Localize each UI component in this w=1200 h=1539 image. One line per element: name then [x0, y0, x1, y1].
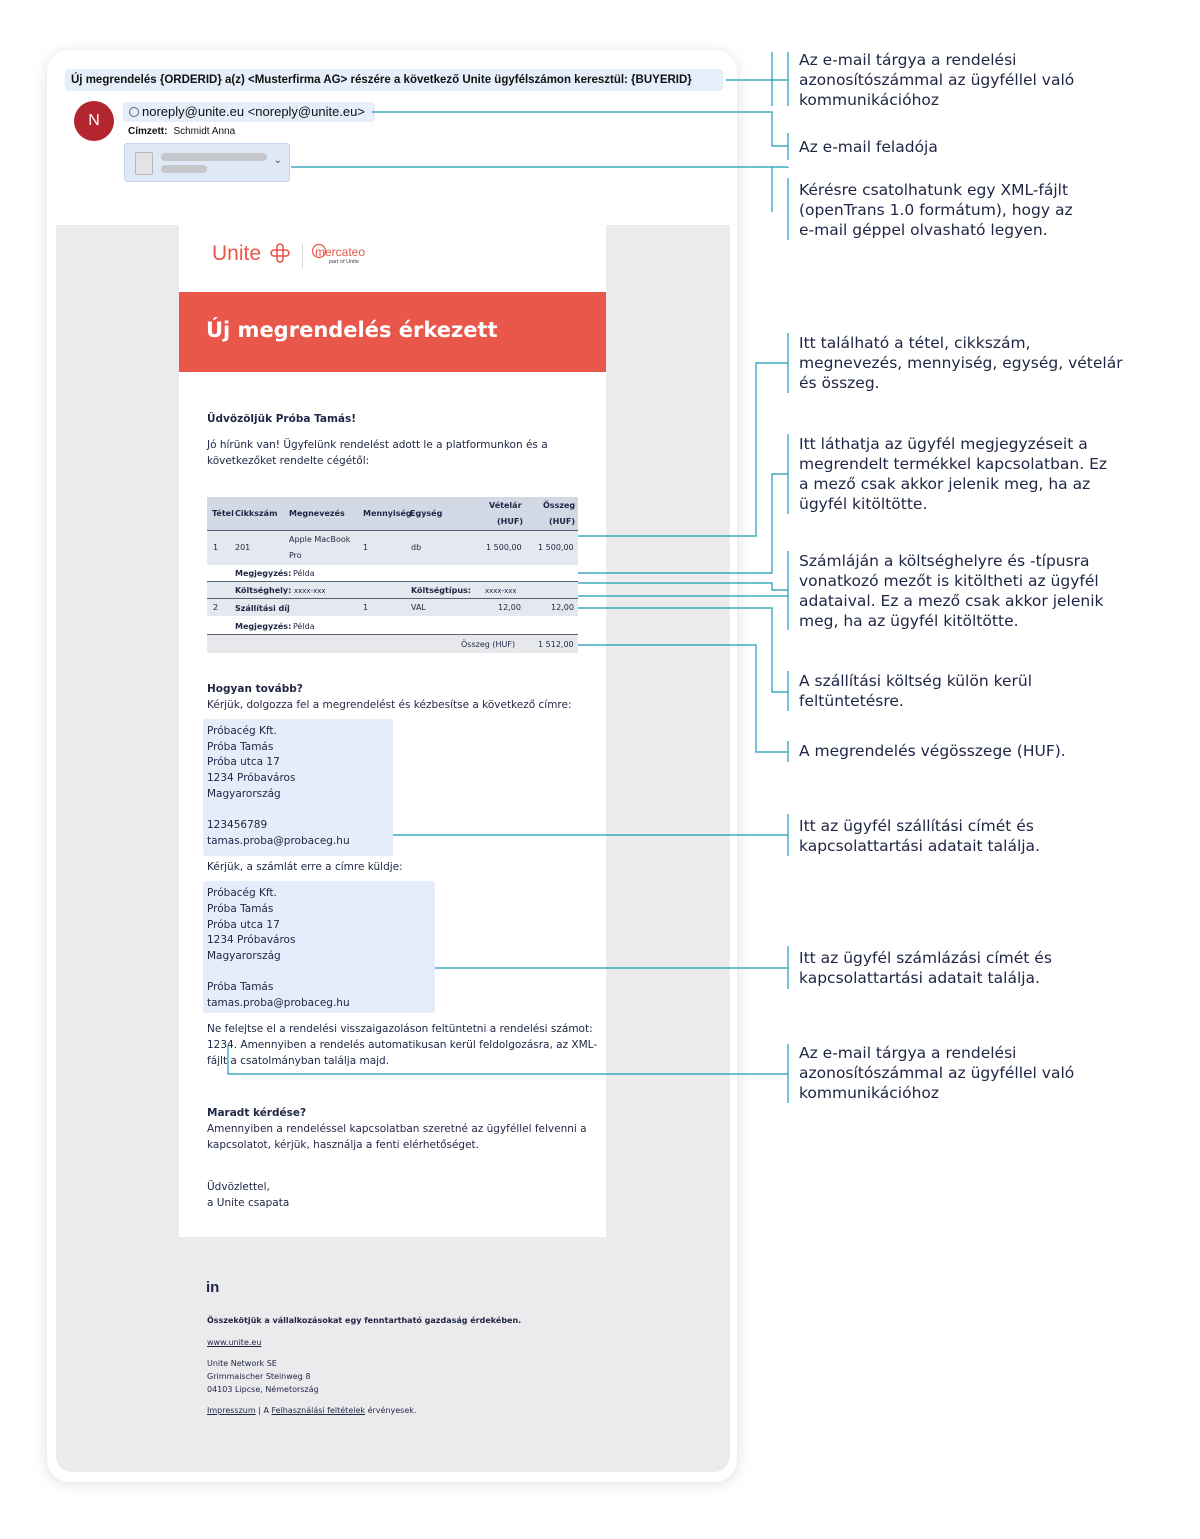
annotation-invoice-address [799, 948, 1052, 988]
mercateo-part-of: part of Unite [329, 259, 359, 265]
ship-line: Próbacég Kft. [207, 725, 277, 737]
annotation-ship-address [799, 816, 1040, 856]
mercateo-logo: mercateo [315, 245, 366, 259]
reminder-line-3: fájlt a csatolmányban találja majd. [207, 1055, 390, 1067]
sender-avatar: N [74, 101, 114, 141]
annotation-line: megrendelt termékkel kapcsolatban. Ez [799, 455, 1108, 473]
note1-label: Megjegyzés: [235, 569, 292, 578]
greeting: Üdvözöljük Próba Tamás! [207, 413, 357, 425]
annotation-line: a mező csak akkor jelenik meg, ha az [799, 475, 1091, 493]
inv-line: Magyarország [207, 950, 281, 962]
invoice-intro: Kérjük, a számlát erre a címre küldje: [207, 861, 403, 873]
ship-line: Próba Tamás [207, 741, 274, 753]
annotation-sender [799, 137, 938, 157]
col-price: Vételár [489, 501, 522, 510]
intro-line-1: Jó hírünk van! Ügyfelünk rendelést adott le a platformunkon és a [207, 439, 548, 451]
annotation-line: megnevezés, mennyiség, egység, vételár [799, 354, 1123, 372]
annotation-line: Kérésre csatolhatunk egy XML-fájlt [799, 181, 1069, 199]
sum-label: Összeg (HUF) [461, 640, 516, 649]
table-sum-row [207, 635, 578, 653]
annotation-line: kommunikációhoz [799, 91, 940, 109]
file-icon [135, 152, 153, 175]
footer-company: Unite Network SE [207, 1359, 277, 1368]
closing-line-2: a Unite csapata [207, 1197, 290, 1209]
col-sku: Cikkszám [235, 509, 278, 518]
annotation-line: vonatkozó mezőt is kitöltheti az ügyfél [799, 572, 1099, 590]
row1-name-1: Apple MacBook [289, 535, 351, 544]
footer-tagline: Összekötjük a vállalkozásokat egy fenntartható gazdaság érdekében. [207, 1316, 522, 1325]
row2-item: 2 [213, 603, 219, 612]
cost-center-label: Költséghely: [235, 586, 292, 595]
annotation-line: meg, ha az ügyfél kitöltötte. [799, 612, 1019, 630]
impressum-link[interactable]: Impresszum [207, 1406, 256, 1415]
inv-contact: Próba Tamás [207, 981, 274, 993]
row1-sku: 201 [235, 543, 251, 552]
ship-line: Próba utca 17 [207, 756, 280, 768]
note2-value: Példa [293, 622, 315, 631]
annotation-line: feltüntetésre. [799, 692, 904, 710]
row1-total: 1 500,00 [538, 543, 574, 552]
attachment-name-placeholder [161, 153, 267, 161]
recipient-label: Címzett: [128, 126, 168, 137]
col-total-unit: (HUF) [549, 517, 575, 526]
footer-city: 04103 Lipcse, Németország [207, 1385, 319, 1394]
sender-address[interactable] [123, 102, 375, 122]
sum-value: 1 512,00 [538, 640, 574, 649]
presence-icon [129, 107, 139, 117]
annotation-line: Itt láthatja az ügyfél megjegyzéseit a [799, 435, 1088, 453]
cost-type-label: Költségtípus: [411, 586, 471, 595]
intro-line-2: következőket rendelte cégétől: [207, 455, 370, 467]
annotation-cost [799, 551, 1103, 631]
row2-unit: VAL [411, 603, 426, 612]
inv-line: 1234 Próbaváros [207, 934, 296, 946]
footer-legal-suffix: érvényesek. [367, 1406, 417, 1415]
annotation-line: Itt található a tétel, cikkszám, [799, 334, 1031, 352]
inv-email[interactable]: tamas.proba@probaceg.hu [207, 997, 350, 1009]
row1-price: 1 500,00 [486, 543, 522, 552]
annotation-line: A szállítási költség külön kerül [799, 672, 1033, 690]
unite-logo-text: Unite [212, 242, 262, 265]
col-unit: Egység [410, 509, 443, 518]
ship-phone: 123456789 [207, 819, 268, 831]
annotation-line: A megrendelés végösszege (HUF). [799, 742, 1066, 760]
ship-email[interactable]: tamas.proba@probaceg.hu [207, 835, 350, 847]
inv-line: Próba Tamás [207, 903, 274, 915]
annotation-notes [799, 434, 1107, 514]
annotation-line: Az e-mail feladója [799, 138, 938, 156]
inv-line: Próba utca 17 [207, 919, 280, 931]
note2-label: Megjegyzés: [235, 622, 292, 631]
cost-type-value: xxxx-xxx [485, 587, 517, 595]
annotation-line: kommunikációhoz [799, 1084, 940, 1102]
ship-line: 1234 Próbaváros [207, 772, 296, 784]
banner-title: Új megrendelés érkezett [206, 318, 498, 342]
footer-legal [207, 1404, 416, 1417]
reminder-line-2: 1234. Amennyiben a rendelés automatikusan kerül feldolgozásra, az XML- [207, 1039, 598, 1051]
annotation-line: azonosítószámmal az ügyféllel való [799, 71, 1075, 89]
annotation-line: Itt az ügyfél szállítási címét és [799, 817, 1034, 835]
row1-unit: db [411, 543, 422, 552]
annotation-line: Az e-mail tárgya a rendelési [799, 51, 1017, 69]
questions-line-1: Amennyiben a rendeléssel kapcsolatban szeretné az ügyféllel felvenni a [207, 1123, 587, 1135]
logo-separator [302, 244, 303, 268]
row2-name: Szállítási díj [235, 604, 290, 613]
footer-legal-sep: | A [258, 1406, 269, 1415]
email-subject: Új megrendelés {ORDERID} a(z) <Musterfirma AG> részére a következő Unite ügyfélszámon keresztül: {BUYERID} [65, 69, 723, 91]
questions-line-2: kapcsolatot, kérjük, használja a fenti elérhetőséget. [207, 1139, 480, 1151]
row1-qty: 1 [363, 543, 369, 552]
col-name: Megnevezés [289, 509, 345, 518]
terms-link[interactable]: Felhasználási feltételek [271, 1406, 366, 1415]
next-steps-text: Kérjük, dolgozza fel a megrendelést és kézbesítse a következő címre: [207, 699, 572, 711]
row1-name-2: Pro [289, 551, 302, 560]
annotation-line: kapcsolattartási adatait találja. [799, 969, 1040, 987]
next-steps-title: Hogyan tovább? [207, 683, 303, 695]
row2-price: 12,00 [498, 603, 521, 612]
col-price-unit: (HUF) [497, 517, 523, 526]
footer-website-link[interactable]: www.unite.eu [207, 1338, 262, 1347]
annotation-item [799, 333, 1123, 393]
annotation-line: Itt az ügyfél számlázási címét és [799, 949, 1052, 967]
unite-logo [212, 242, 290, 266]
annotation-order-number [799, 1043, 1074, 1103]
annotation-subject [799, 50, 1074, 110]
linkedin-icon[interactable]: in [206, 1279, 220, 1296]
ship-line: Magyarország [207, 788, 281, 800]
cost-center-value: xxxx-xxx [294, 587, 326, 595]
annotation-line: és összeg. [799, 374, 880, 392]
row2-total: 12,00 [551, 603, 574, 612]
row2-qty: 1 [363, 603, 369, 612]
recipient-name[interactable]: Schmidt Anna [173, 126, 236, 137]
inv-line: Próbacég Kft. [207, 887, 277, 899]
annotation-line: ügyfél kitöltötte. [799, 495, 928, 513]
sender-text: noreply@unite.eu <noreply@unite.eu> [142, 104, 365, 119]
col-item: Tétel [212, 509, 234, 518]
table-row [207, 531, 578, 565]
annotation-line: azonosítószámmal az ügyféllel való [799, 1064, 1075, 1082]
annotation-line: kapcsolattartási adatait találja. [799, 837, 1040, 855]
xml-attachment[interactable] [124, 143, 290, 182]
annotation-line: Számláján a költséghelyre és -típusra [799, 552, 1090, 570]
annotation-line: e-mail géppel olvasható legyen. [799, 221, 1048, 239]
order-table [207, 497, 578, 653]
reminder-line-1: Ne felejtse el a rendelési visszaigazoláson feltüntetni a rendelési számot: [207, 1023, 593, 1035]
unite-cross-icon [270, 243, 290, 263]
note1-value: Példa [293, 569, 315, 578]
annotation-line: (openTrans 1.0 formátum), hogy az [799, 201, 1073, 219]
chevron-down-icon[interactable]: ⌄ [273, 155, 282, 166]
attachment-size-placeholder [161, 165, 207, 173]
annotation-line: Az e-mail tárgya a rendelési [799, 1044, 1017, 1062]
annotation-line: adataival. Ez a mező csak akkor jelenik [799, 592, 1104, 610]
recipient-line [128, 126, 235, 137]
col-qty: Mennyiség [363, 509, 412, 518]
questions-title: Maradt kérdése? [207, 1107, 307, 1119]
col-total: Összeg [543, 501, 576, 510]
annotation-xml [799, 180, 1073, 240]
footer-street: Grimmaischer Steinweg 8 [207, 1372, 311, 1381]
annotation-shipping-cost [799, 671, 1032, 711]
annotation-total [799, 741, 1066, 761]
row1-item: 1 [213, 543, 219, 552]
closing-line-1: Üdvözlettel, [207, 1181, 270, 1193]
